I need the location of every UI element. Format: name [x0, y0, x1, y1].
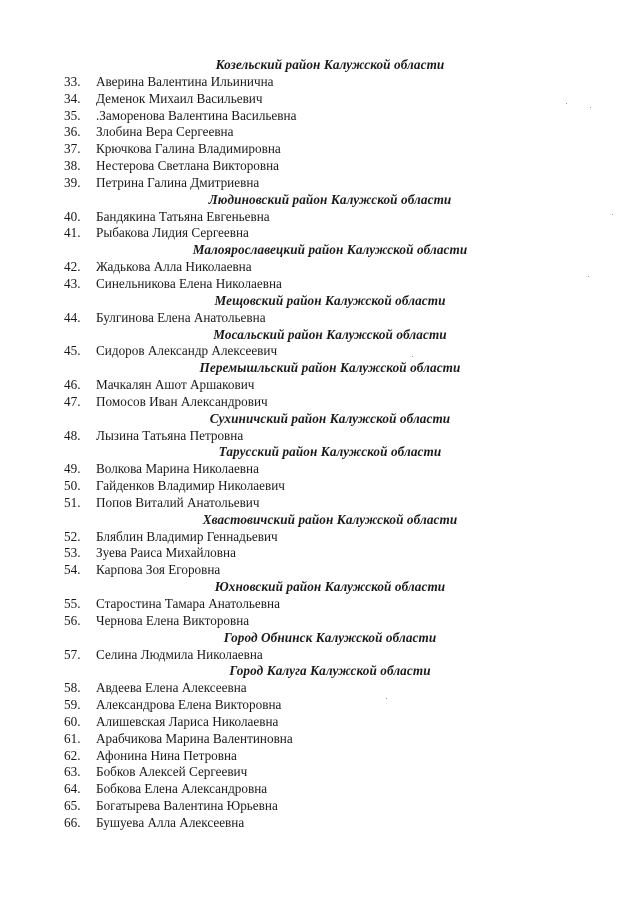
section-heading: Хвастовичский район Калужской области [202, 511, 458, 527]
list-item [0, 141, 640, 158]
list-item [0, 798, 640, 815]
list-item [0, 343, 640, 360]
list-item [0, 175, 640, 192]
item-number: 40. [64, 208, 81, 224]
person-name: Карпова Зоя Егоровна [96, 562, 221, 578]
person-name: Бляблин Владимир Геннадьевич [96, 528, 278, 544]
person-name: Крючкова Галина Владимировна [96, 141, 281, 157]
list-item [0, 91, 640, 108]
section-heading: Город Калуга Калужской области [229, 663, 431, 679]
person-name: Деменок Михаил Васильевич [96, 90, 263, 106]
item-number: 62. [64, 747, 81, 763]
section-heading: Мосальский район Калужской области [213, 326, 447, 342]
item-number: 61. [64, 730, 81, 746]
person-name: Жадькова Алла Николаевна [96, 259, 252, 275]
item-number: 39. [64, 174, 81, 190]
person-name: Селина Людмила Николаевна [96, 646, 263, 662]
item-number: 36. [64, 124, 81, 140]
person-name: Попов Виталий Анатольевич [96, 494, 260, 510]
list-item [0, 748, 640, 765]
person-name: Мачкалян Ашот Аршакович [96, 377, 255, 393]
person-name: Синельникова Елена Николаевна [96, 275, 282, 291]
person-name: Помосов Иван Александрович [96, 393, 268, 409]
document-page [0, 57, 640, 832]
item-number: 57. [64, 646, 81, 662]
person-name: Нестерова Светлана Викторовна [96, 158, 280, 174]
person-name: Сидоров Александр Алексеевич [96, 343, 278, 359]
list-item [0, 74, 640, 91]
section-heading: Город Обнинск Калужской области [223, 629, 437, 645]
list-item [0, 596, 640, 613]
section-heading: Людиновский район Калужской области [208, 191, 452, 207]
person-name: Алишевская Лариса Николаевна [96, 713, 279, 729]
list-item [0, 529, 640, 546]
item-number: 34. [64, 90, 81, 106]
item-number: 66. [64, 814, 81, 830]
person-name: Авдеева Елена Алексеевна [96, 680, 247, 696]
list-item [0, 495, 640, 512]
list-item [0, 714, 640, 731]
person-name: Аверина Валентина Ильинична [96, 73, 274, 89]
item-number: 65. [64, 798, 81, 814]
list-item [0, 562, 640, 579]
list-item [0, 124, 640, 141]
section-heading: Юхновский район Калужской области [214, 579, 446, 595]
section-heading: Тарусский район Калужской области [218, 444, 442, 460]
section-heading: Козельский район Калужской области [215, 57, 445, 72]
item-number: 48. [64, 427, 81, 443]
list-item [0, 394, 640, 411]
section-heading: Перемышльский район Калужской области [199, 360, 461, 376]
scan-speck [612, 214, 613, 215]
list-item [0, 815, 640, 832]
person-name: Злобина Вера Сергеевна [96, 124, 234, 140]
item-number: 45. [64, 343, 81, 359]
person-name: Волкова Марина Николаевна [96, 461, 259, 477]
item-number: 38. [64, 158, 81, 174]
item-number: 33. [64, 73, 81, 89]
item-number: 60. [64, 713, 81, 729]
list-item [0, 647, 640, 664]
item-number: 63. [64, 764, 81, 780]
scan-speck [590, 107, 591, 108]
person-name: Бобкова Елена Александровна [96, 781, 268, 797]
item-number: 55. [64, 596, 81, 611]
item-number: 41. [64, 225, 81, 241]
list-item [0, 158, 640, 175]
list-item [0, 478, 640, 495]
list-item [0, 545, 640, 562]
list-item [0, 764, 640, 781]
person-name: Булгинова Елена Анатольевна [96, 309, 266, 325]
person-name: Гайденков Владимир Николаевич [96, 478, 285, 494]
item-number: 42. [64, 259, 81, 275]
scan-speck [386, 698, 387, 699]
list-item [0, 310, 640, 327]
item-number: 54. [64, 562, 81, 578]
person-name: Афонина Нина Петровна [96, 747, 237, 763]
scan-speck [588, 276, 589, 277]
list-item [0, 276, 640, 293]
item-number: 43. [64, 275, 81, 291]
person-name: Богатырева Валентина Юрьевна [96, 798, 278, 814]
person-name: Старостина Тамара Анатольевна [96, 596, 280, 611]
person-name: Арабчикова Марина Валентиновна [96, 730, 293, 746]
list-item [0, 697, 640, 714]
item-number: 46. [64, 377, 81, 393]
list-item [0, 461, 640, 478]
person-name: Бандякина Татьяна Евгеньевна [96, 208, 270, 224]
person-name: Зуева Раиса Михайловна [96, 545, 236, 561]
list-item [0, 680, 640, 697]
item-number: 44. [64, 309, 81, 325]
item-number: 50. [64, 478, 81, 494]
person-name: Бобков Алексей Сергеевич [96, 764, 248, 780]
list-item [0, 731, 640, 748]
item-number: 56. [64, 612, 81, 628]
item-number: 64. [64, 781, 81, 797]
list-item [0, 108, 640, 125]
item-number: 52. [64, 528, 81, 544]
item-number: 58. [64, 680, 81, 696]
list-item [0, 259, 640, 276]
list-item [0, 209, 640, 226]
person-name: Бушуева Алла Алексеевна [96, 814, 245, 830]
list-item [0, 613, 640, 630]
item-number: 35. [64, 107, 81, 123]
person-name: .Заморенова Валентина Васильевна [96, 107, 297, 123]
item-number: 53. [64, 545, 81, 561]
item-number: 47. [64, 393, 81, 409]
item-number: 59. [64, 697, 81, 713]
item-number: 49. [64, 461, 81, 477]
list-item [0, 781, 640, 798]
scan-speck [412, 356, 413, 357]
list-item [0, 377, 640, 394]
person-name: Чернова Елена Викторовна [96, 612, 250, 628]
item-number: 37. [64, 141, 81, 157]
person-name: Александрова Елена Викторовна [96, 697, 282, 713]
person-name: Рыбакова Лидия Сергеевна [96, 225, 249, 241]
list-item [0, 225, 640, 242]
section-heading: Сухиничский район Калужской области [209, 410, 451, 426]
item-number: 51. [64, 494, 81, 510]
person-name: Лызина Татьяна Петровна [96, 427, 244, 443]
section-heading: Мещовский район Калужской области [214, 292, 446, 308]
section-heading: Малоярославецкий район Калужской области [192, 242, 468, 258]
list-item [0, 428, 640, 445]
scan-speck [566, 103, 567, 104]
person-name: Петрина Галина Дмитриевна [96, 174, 260, 190]
